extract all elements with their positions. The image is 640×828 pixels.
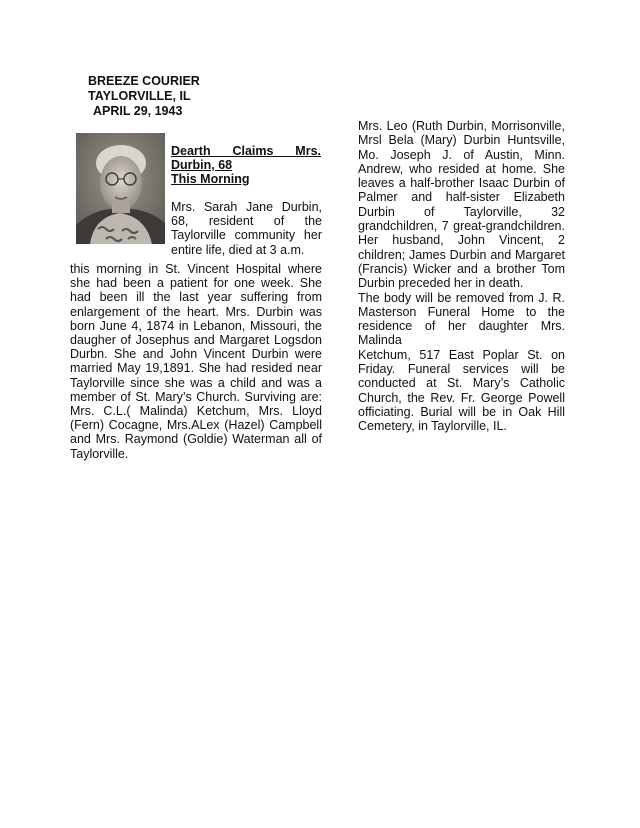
headline-line-1: Dearth Claims Mrs. (171, 144, 321, 158)
newspaper-name: BREEZE COURIER (88, 74, 200, 88)
intro-line: 68, resident of the (171, 214, 322, 229)
article-body-right (358, 119, 565, 434)
intro-line: entire life, died at 3 a.m. (171, 242, 305, 257)
article-intro (70, 200, 322, 257)
masthead (88, 74, 200, 119)
headline-line-3: This Morning (171, 172, 250, 186)
article-paragraph: The body will be removed from J. R. Masterson Funeral Home to the residence of her daughter Mrs. Malinda (358, 290, 565, 348)
publication-date: APRIL 29, 1943 (93, 104, 183, 118)
intro-line: Mrs. Sarah Jane Durbin, (171, 200, 322, 214)
newspaper-city: TAYLORVILLE, IL (88, 89, 191, 103)
headline-line-2: Durbin, 68 (171, 158, 233, 172)
intro-line: Taylorville community her (171, 228, 322, 243)
article-paragraph: Mrs. Leo (Ruth Durbin, Morrisonville, Mrsl Bela (Mary) Durbin Huntsville, Mo. Joseph J. of Austin, Minn. Andrew, who resided at home. She leaves a half-brother Isaac Durbin of Palmer and half-sister Elizabeth Durbin of Taylorville, 32 grandchildren, 7 great-grandchildren. Her husband, John Vincent, 2 children; James Durbin and Margaret (Francis) Wicker and a brother Tom Durbin preceded her in death. (358, 119, 565, 291)
article-body-left: this morning in St. Vincent Hospital where she had been a patient for one week. She had been ill the last year suffering from enlargement of the heart. Mrs. Durbin was born June 4, 1874 in Lebanon, Missouri, the daugher of Josephus and Margaret Logsdon Durbn. She and John Vincent Durbin were married May 19,1891. She had resided near Taylorville since she was a child and was a member of St. Mary’s Church. Surviving are: Mrs. C.L.( Malinda) Ketchum, Mrs. Lloyd (Fern) Cocagne, Mrs.ALex (Hazel) Campbell and Mrs. Raymond (Goldie) Waterman all of Taylorville. (70, 262, 322, 461)
article-paragraph: Ketchum, 517 East Poplar St. on Friday. Funeral services will be conducted at St. Mary’s Catholic Church, the Rev. Fr. George Powell officiating. Burial will be in Oak Hill Cemetery, in Taylorville, IL. (358, 347, 565, 434)
article-headline (171, 144, 321, 186)
